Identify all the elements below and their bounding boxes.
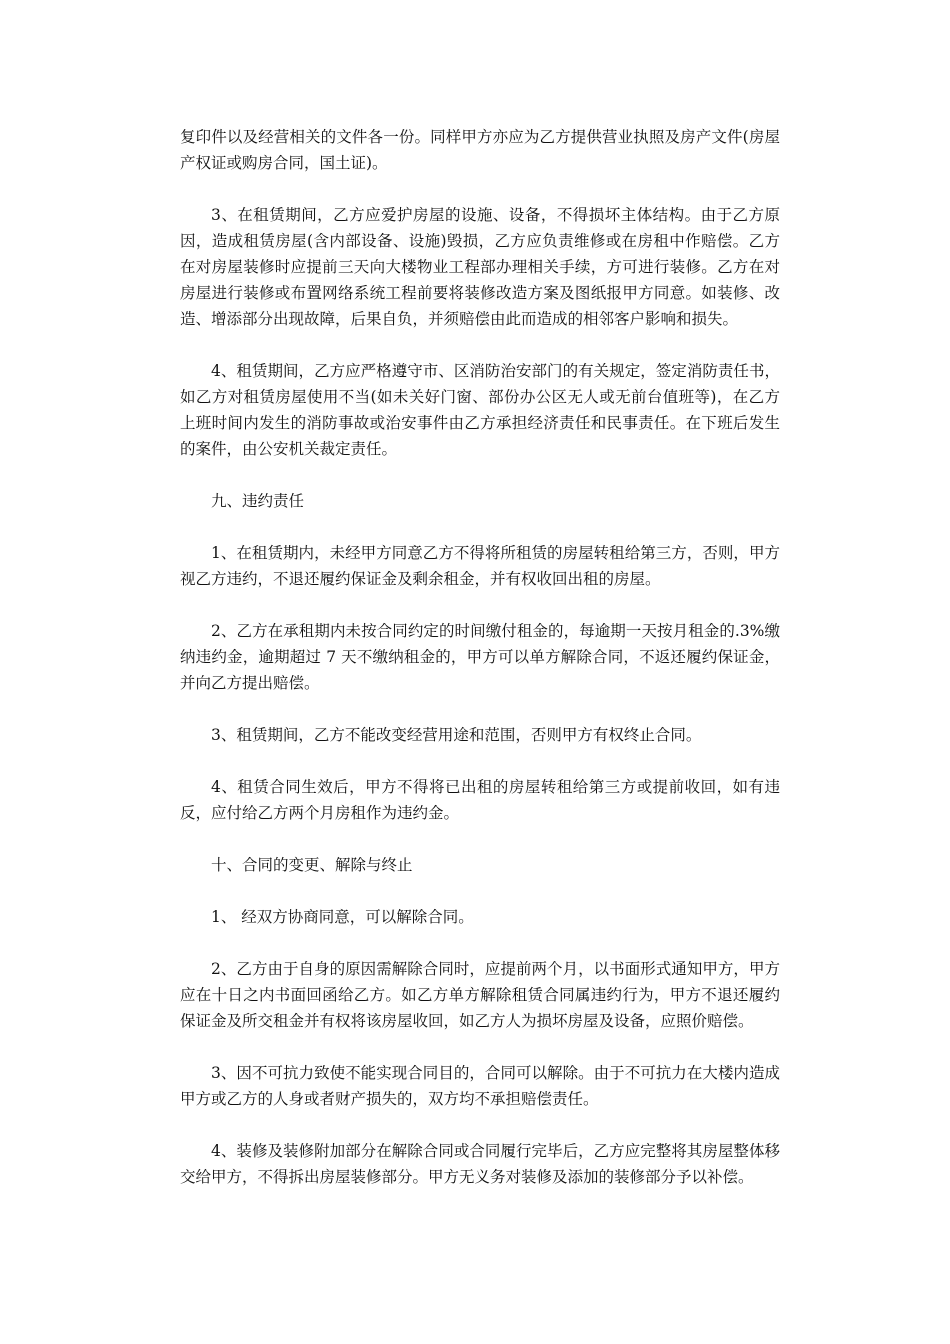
section-heading-contract-termination: 十、合同的变更、解除与终止 xyxy=(211,856,413,874)
clause-8-3: 3、在租赁期间，乙方应爱护房屋的设施、设备，不得损坏主体结构。由于乙方原因，造成租赁房屋(含内部设备、设施)毁损，乙方应负责维修或在房租中作赔偿。乙方在对房屋装修时应提前三天向大楼物业工程部办理相关手续，方可进行装修。乙方在对房屋进行装修或布置网络系统工程前要将装修改造方案及图纸报甲方同意。如装修、改造、增添部分出现故障，后果自负，并须赔偿由此而造成的相邻客户影响和损失。 xyxy=(180,206,780,328)
clause-9-4: 4、租赁合同生效后，甲方不得将已出租的房屋转租给第三方或提前收回，如有违反，应付给乙方两个月房租作为违约金。 xyxy=(180,778,780,822)
section-heading-breach-liability: 九、违约责任 xyxy=(211,492,305,510)
paragraph-continuation: 复印件以及经营相关的文件各一份。同样甲方亦应为乙方提供营业执照及房产文件(房屋产权证或购房合同，国土证)。 xyxy=(180,128,780,172)
clause-10-4: 4、装修及装修附加部分在解除合同或合同履行完毕后，乙方应完整将其房屋整体移交给甲方，不得拆出房屋装修部分。甲方无义务对装修及添加的装修部分予以补偿。 xyxy=(180,1142,780,1186)
clause-10-3: 3、因不可抗力致使不能实现合同目的，合同可以解除。由于不可抗力在大楼内造成甲方或乙方的人身或者财产损失的，双方均不承担赔偿责任。 xyxy=(180,1064,780,1108)
document-body xyxy=(180,124,780,1216)
clause-9-2: 2、乙方在承租期内未按合同约定的时间缴付租金的，每逾期一天按月租金的.3%缴纳违约金，逾期超过 7 天不缴纳租金的，甲方可以单方解除合同，不返还履约保证金，并向乙方提出赔偿。 xyxy=(180,622,780,692)
clause-9-3: 3、租赁期间，乙方不能改变经营用途和范围，否则甲方有权终止合同。 xyxy=(211,726,702,744)
clause-9-1: 1、在租赁期内，未经甲方同意乙方不得将所租赁的房屋转租给第三方，否则，甲方视乙方违约，不退还履约保证金及剩余租金，并有权收回出租的房屋。 xyxy=(180,544,780,588)
clause-8-4: 4、租赁期间，乙方应严格遵守市、区消防治安部门的有关规定，签定消防责任书，如乙方对租赁房屋使用不当(如未关好门窗、部份办公区无人或无前台值班等)，在乙方上班时间内发生的消防事故或治安事件由乙方承担经济责任和民事责任。在下班后发生的案件，由公安机关裁定责任。 xyxy=(180,362,780,458)
clause-10-1: 1、 经双方协商同意，可以解除合同。 xyxy=(211,908,474,926)
clause-10-2: 2、乙方由于自身的原因需解除合同时，应提前两个月，以书面形式通知甲方，甲方应在十日之内书面回函给乙方。如乙方单方解除租赁合同属违约行为，甲方不退还履约保证金及所交租金并有权将该房屋收回，如乙方人为损坏房屋及设备，应照价赔偿。 xyxy=(180,960,780,1030)
